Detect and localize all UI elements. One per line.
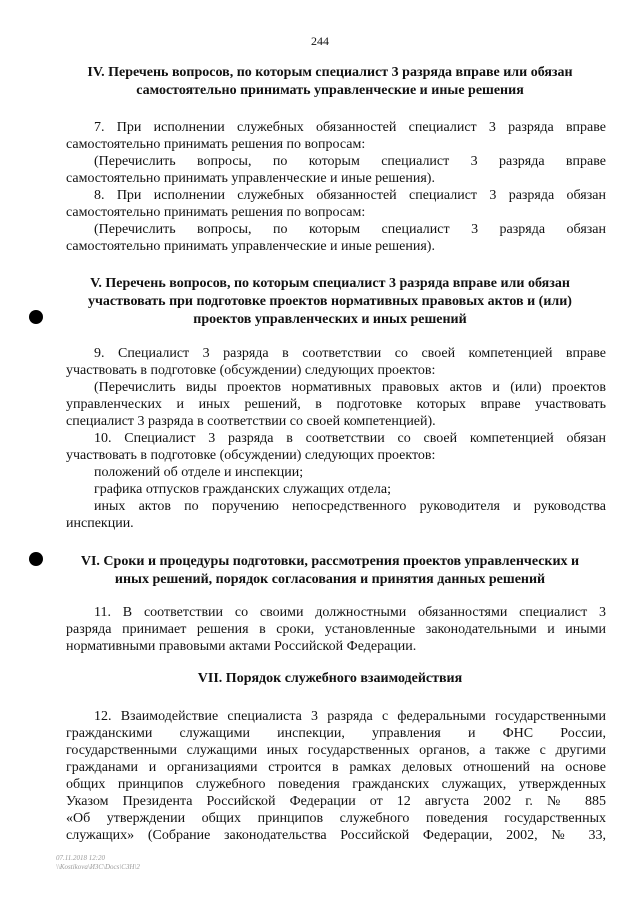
text-line: гражданами и организациями строится в рамках деловых отношений на основе: [66, 760, 606, 775]
text-line: 7. При исполнении служебных обязанностей специалист 3 разряда вправе: [94, 120, 606, 135]
section-6-heading: [60, 553, 600, 589]
punch-hole: [29, 552, 43, 566]
text-line: 10. Специалист 3 разряда в соответствии со своей компетенцией обязан: [94, 431, 606, 446]
paragraph-12: [66, 708, 606, 844]
punch-hole: [29, 310, 43, 324]
paragraph-11: [66, 604, 606, 655]
footer-path: \\Kostikova\ИЗС\Docs\СЗН\2: [56, 863, 140, 871]
footer-stamp: [56, 854, 140, 872]
text-line: гражданскими служащими инспекции, управления и ФНС России,: [66, 726, 606, 741]
text-line: управленческих и иных решений, в подготовке которых вправе участвовать: [66, 397, 606, 412]
text-line: Указом Президента Российской Федерации от 12 августа 2002 г. № 885: [66, 794, 606, 809]
heading-line: IV. Перечень вопросов, по которым специалист 3 разряда вправе или обязан: [87, 65, 573, 80]
text-line: «Об утверждении общих принципов служебного поведения государственных: [66, 811, 606, 826]
text-line: специалист 3 разряда в соответствии со своей компетенцией).: [66, 414, 436, 429]
paragraph-7: [66, 119, 606, 255]
text-line: самостоятельно принимать управленческие и иные решения).: [66, 239, 435, 254]
text-line: государственными служащими иных государственных органов, а также с другими: [66, 743, 606, 758]
text-line: самостоятельно принимать решения по вопросам:: [66, 137, 366, 152]
heading-line: самостоятельно принимать управленческие и иные решения: [136, 83, 524, 98]
text-line: служащих» (Собрание законодательства Российской Федерации, 2002, № 33,: [66, 828, 606, 843]
heading-line: проектов управленческих и иных решений: [193, 312, 467, 327]
text-line: положений об отделе и инспекции;: [94, 465, 304, 480]
text-line: самостоятельно принимать решения по вопросам:: [66, 205, 366, 220]
text-line: общих принципов служебного поведения гражданских служащих, утвержденных: [66, 777, 606, 792]
text-line: (Перечислить вопросы, по которым специалист 3 разряда вправе: [94, 154, 606, 169]
paragraph-9-10: [66, 345, 606, 532]
text-line: 11. В соответствии со своими должностными обязанностями специалист 3: [94, 605, 606, 620]
text-line: нормативными правовыми актами Российской Федерации.: [66, 639, 417, 654]
heading-line: участвовать при подготовке проектов нормативных правовых актов и (или): [88, 294, 572, 309]
text-line: участвовать в подготовке (обсуждении) следующих проектов:: [66, 363, 436, 378]
text-line: (Перечислить вопросы, по которым специалист 3 разряда обязан: [94, 222, 606, 237]
footer-timestamp: 07.11.2018 12:20: [56, 854, 106, 862]
text-line: графика отпусков гражданских служащих отдела;: [94, 482, 391, 497]
text-line: 8. При исполнении служебных обязанностей специалист 3 разряда обязан: [94, 188, 606, 203]
text-line: 9. Специалист 3 разряда в соответствии со своей компетенцией вправе: [94, 346, 606, 361]
section-4-heading: [60, 64, 600, 100]
page-number: 244: [311, 34, 329, 48]
text-line: разряда принимает решения в сроки, установленные законодательными и иными: [66, 622, 606, 637]
text-line: участвовать в подготовке (обсуждении) следующих проектов:: [66, 448, 436, 463]
heading-line: V. Перечень вопросов, по которым специалист 3 разряда вправе или обязан: [90, 276, 570, 291]
text-line: инспекции.: [66, 516, 134, 531]
heading-line: VI. Сроки и процедуры подготовки, рассмотрения проектов управленческих и: [80, 554, 580, 569]
heading-line: иных решений, порядок согласования и принятия данных решений: [114, 572, 546, 587]
text-line: самостоятельно принимать управленческие и иные решения).: [66, 171, 435, 186]
section-5-heading: [60, 275, 600, 329]
text-line: иных актов по поручению непосредственного руководителя и руководства: [94, 499, 606, 514]
text-line: 12. Взаимодействие специалиста 3 разряда с федеральными государственными: [94, 709, 606, 724]
text-line: (Перечислить виды проектов нормативных правовых актов и (или) проектов: [94, 380, 606, 395]
section-7-heading: VII. Порядок служебного взаимодействия: [197, 671, 463, 686]
